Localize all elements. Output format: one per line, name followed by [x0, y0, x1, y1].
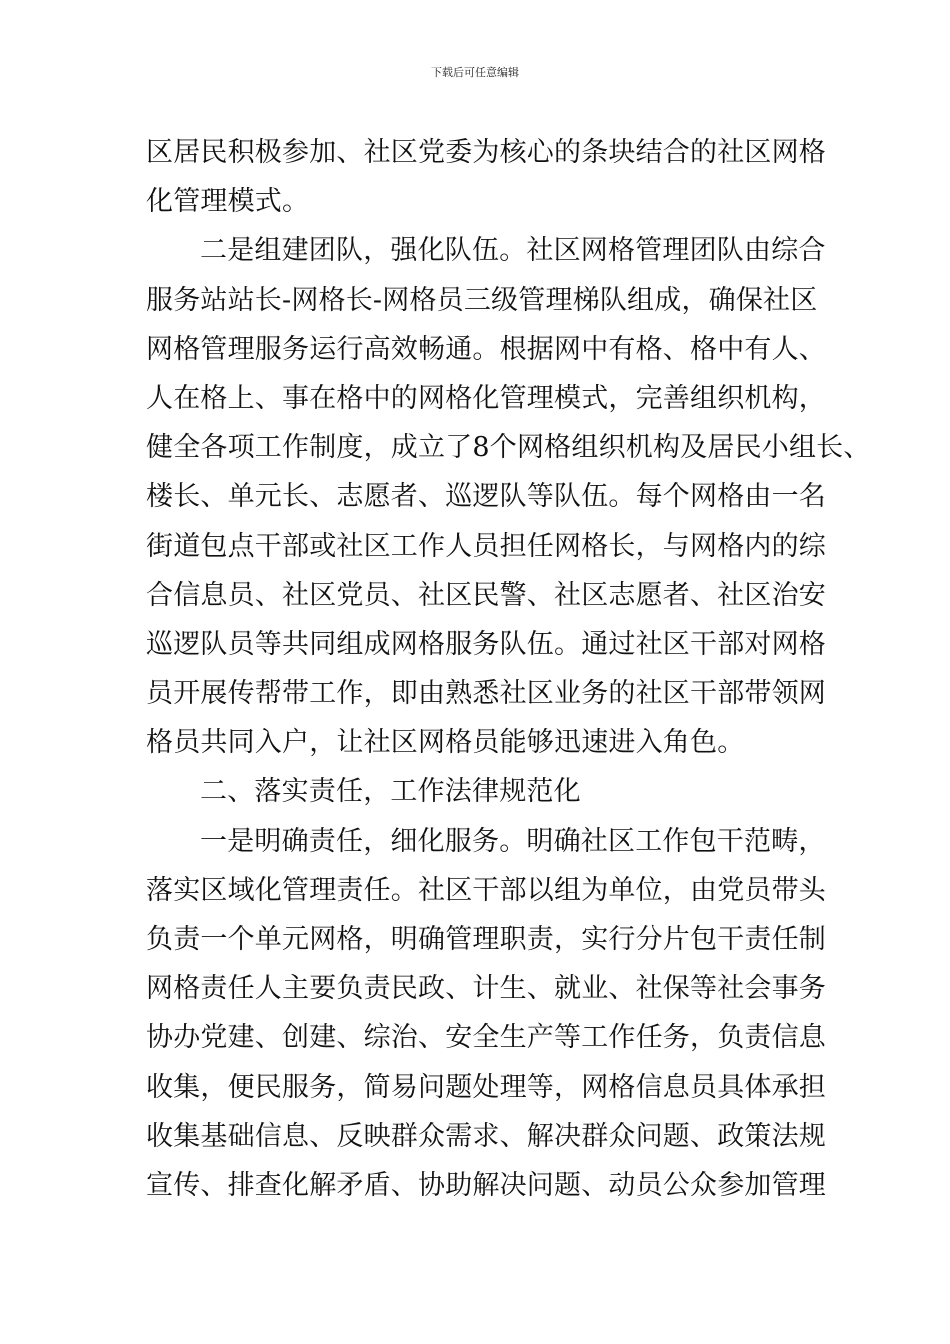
- text-line: 落实区域化管理责任。社区干部以组为单位，由党员带头: [146, 874, 826, 906]
- text-line: 街道包点干部或社区工作人员担任网格长，与网格内的综: [146, 530, 826, 562]
- text-line: 巡逻队员等共同组成网格服务队伍。通过社区干部对网格: [146, 628, 826, 660]
- text-line: 网格责任人主要负责民政、计生、就业、社保等社会事务: [146, 973, 826, 1005]
- text-line: 区居民积极参加、社区党委为核心的条块结合的社区网格: [146, 137, 826, 168]
- text-line: 宣传、排查化解矛盾、协助解决问题、动员公众参加管理: [146, 1169, 826, 1201]
- text-line: 网格管理服务运行高效畅通。根据网中有格、格中有人、: [146, 333, 826, 365]
- paragraph-start-line: 二是组建团队，强化队伍。社区网格管理团队由综合: [200, 235, 826, 267]
- text-line: 收集基础信息、反映群众需求、解决群众问题、政策法规: [146, 1120, 826, 1152]
- text-line: 格员共同入户，让社区网格员能够迅速进入角色。: [146, 727, 745, 759]
- text-line: 收集，便民服务，简易问题处理等，网格信息员具体承担: [146, 1071, 826, 1103]
- text-line: 人在格上、事在格中的网格化管理模式，完善组织机构，: [146, 382, 826, 414]
- document-body: [146, 128, 871, 1210]
- header-note: 下载后可任意编辑: [431, 66, 519, 79]
- text-line: 合信息员、社区党员、社区民警、社区志愿者、社区治安: [146, 579, 826, 611]
- text-line: 楼长、单元长、志愿者、巡逻队等队伍。每个网格由一名: [146, 481, 826, 513]
- text-line: 服务站站长-网格长-网格员三级管理梯队组成，确保社区: [146, 284, 818, 316]
- section-heading: 二、落实责任，工作法律规范化: [200, 776, 581, 808]
- text-line: 化管理模式。: [146, 186, 310, 218]
- text-line: 员开展传帮带工作，即由熟悉社区业务的社区干部带领网: [146, 678, 826, 710]
- text-line: 负责一个单元网格，明确管理职责，实行分片包干责任制: [146, 924, 826, 955]
- text-line: 协办党建、创建、综治、安全生产等工作任务，负责信息: [146, 1022, 826, 1054]
- text-line: 健全各项工作制度，成立了8个网格组织机构及居民小组长、: [146, 432, 871, 464]
- paragraph-start-line: 一是明确责任，细化服务。明确社区工作包干范畴，: [200, 825, 826, 857]
